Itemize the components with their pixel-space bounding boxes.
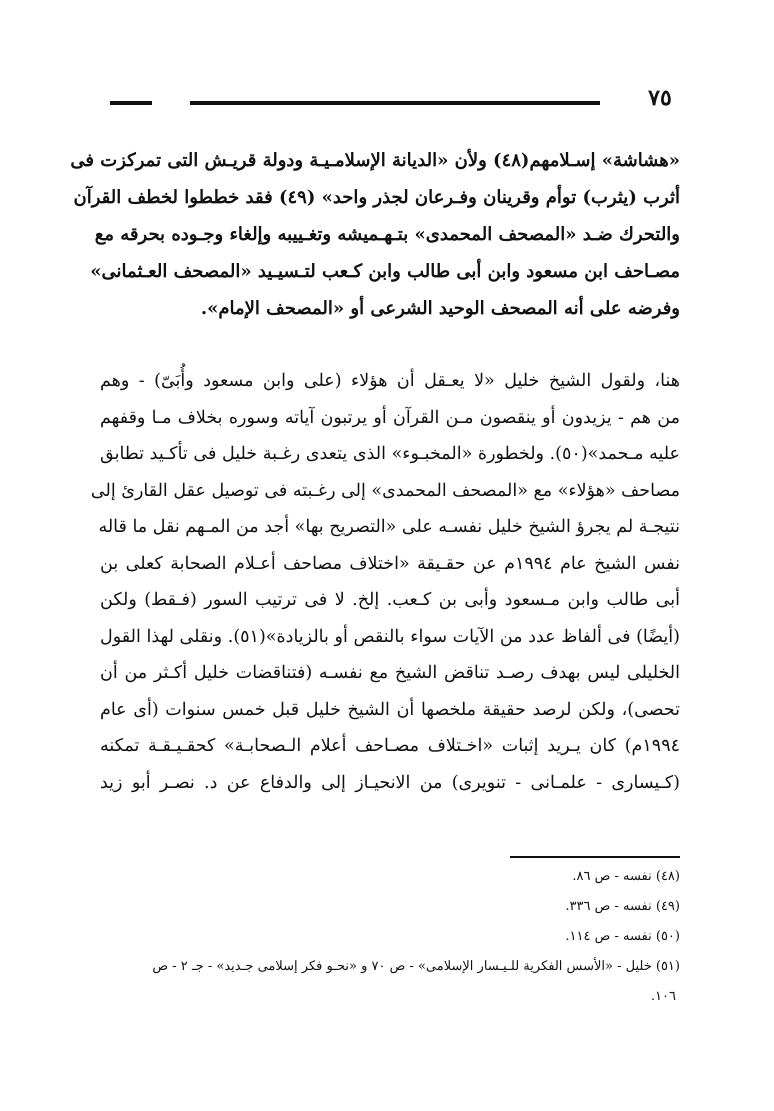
footnote-51: (٥١) خليل - «الأسس الفكرية للـيـسار الإسلامى» - ص ٧٠ و «نحـو فكر إسلامى جـديد» - جـ ٢ - ص bbox=[152, 959, 680, 974]
paragraph-2 bbox=[90, 363, 680, 801]
footnote-separator bbox=[510, 856, 680, 858]
text-line: مصـاحف ابن مسعود وابن أبى طالب وابن كـعب لتـسيـيد «المصحف العـثمانى» bbox=[90, 261, 680, 282]
text-line: الخليلى ليس بهدف رصـد تناقض الشيخ مع نفسـه (فتناقضات خليل أكـثر من أن bbox=[100, 663, 680, 683]
text-line: (أيضًا) فى ألفاظ عدد من الآيات سواء بالنقص أو بالزيادة»(٥١). ونقلى لهذا القول bbox=[100, 626, 680, 647]
page-number: ٧٥ bbox=[648, 85, 672, 111]
text-line: نتيجـة لم يجرؤ الشيخ خليل نفسـه على «التصريح بها» أجد من المـهم نقل ما قاله bbox=[98, 517, 680, 537]
text-line: ١٩٩٤م) كان يـريد إثبات «اخـتلاف مصـاحف أعلام الـصحابـة» كحقـيـقـة تمكنه bbox=[100, 736, 680, 756]
header-rule-long bbox=[190, 101, 600, 105]
page-header bbox=[110, 86, 680, 116]
text-line: مصاحف «هؤلاء» مع «المصحف المحمدى» إلى رغـبته فى توصيل عقل القارئ إلى bbox=[90, 480, 680, 501]
text-line: (كـيسارى - علمـانى - تنويرى) من الانحيـاز إلى والدفاع عن د. نصـر أبو زيد bbox=[100, 772, 680, 793]
text-line: نفس الشيخ عام ١٩٩٤م عن حقـيقة «اختلاف مصاحف أعـلام الصحابة كعلى بن bbox=[100, 553, 680, 574]
text-line: أبى طالب وابن مـسعود وأبى بن كـعب. إلخ. لا فى ترتيب السور (فـقط) ولكن bbox=[100, 590, 680, 610]
paragraph-1 bbox=[70, 142, 680, 327]
footnote-50: (٥٠) نفسه - ص ١١٤. bbox=[565, 929, 680, 944]
text-line: من هم - يزيدون أو ينقصون مـن القرآن أو يرتبون آياته وسوره بخلاف مـا وقفهم bbox=[100, 407, 680, 428]
text-line: تحصى)، ولكن لرصد حقيقة ملخصها أن الشيخ خليل قبل خمس سنوات (أى عام bbox=[100, 699, 680, 720]
footnote-49: (٤٩) نفسه - ص ٣٣٦. bbox=[565, 899, 680, 914]
footnote-51-continuation: ١٠٦. bbox=[650, 989, 676, 1004]
text-line: والتحرك ضـد «المصحف المحمدى» بتـهـميشه وتغـييبه وإلغاء وجـوده بحرقه مع bbox=[94, 224, 680, 245]
footnote-48: (٤٨) نفسه - ص ٨٦. bbox=[572, 869, 680, 884]
text-line: وفرضه على أنه المصحف الوحيد الشرعى أو «المصحف الإمام». bbox=[200, 298, 680, 319]
text-line: أثرب (يثرب) توأم وقرينان وفـرعان لجذر واحد» (٤٩) فقد خططوا لخطف القرآن bbox=[73, 187, 680, 208]
text-line: هنا، ولقول الشيخ خليل «لا يعـقل أن هؤلاء (على وابن مسعود وأُبَىّ) - وهم bbox=[100, 371, 680, 391]
header-rule-short bbox=[110, 101, 152, 105]
text-line: «هشاشة» إسـلامهم(٤٨) ولأن «الديانة الإسلامـيـة ودولة قريـش التى تمركزت فى bbox=[70, 150, 680, 171]
footnotes bbox=[100, 862, 680, 1012]
text-line: عليه مـحمد»(٥٠). ولخطورة «المخبـوء» الذى يتعدى رغـبة خليل فى تأكـيد تطابق bbox=[100, 444, 680, 464]
